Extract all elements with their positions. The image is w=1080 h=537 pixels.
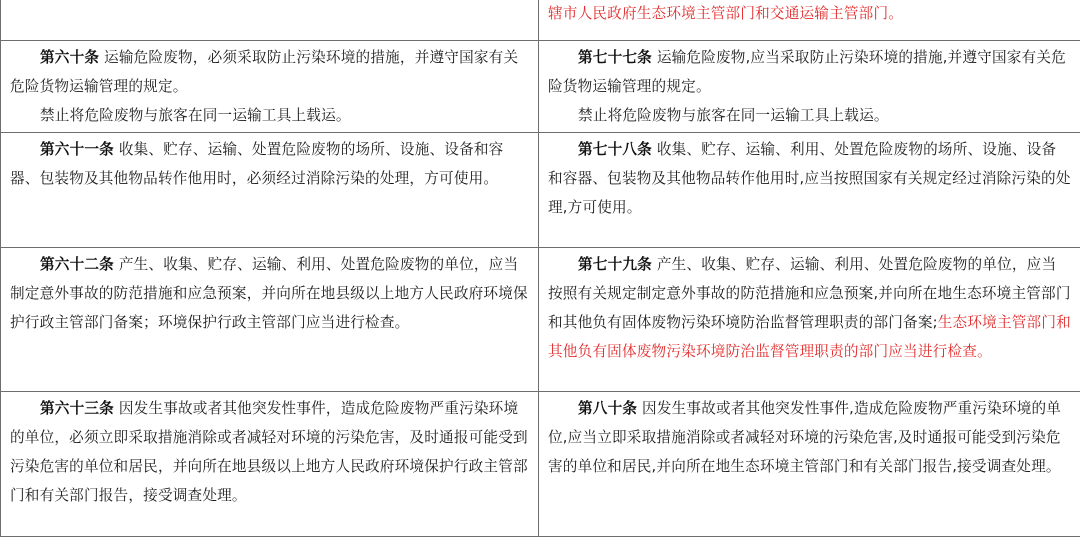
article-number: 第七十七条 — [578, 49, 652, 66]
new-law-cell — [539, 0, 1080, 41]
new-law-cell — [539, 133, 1080, 248]
article-paragraph — [10, 395, 529, 511]
article-text: 产生、收集、贮存、运输、利用、处置危险废物的单位，应当制定意外事故的防范措施和应急预案，并向所在地县级以上地方人民政府环境保护行政主管部门备案；环境保护行政主管部门应当进行检查。 — [10, 256, 528, 331]
article-text: 运输危险废物,应当采取防止污染环境的措施,并遵守国家有关危险货物运输管理的规定。 — [548, 49, 1066, 95]
article-row — [1, 392, 1080, 537]
new-law-cell — [539, 41, 1080, 133]
article-number: 第七十八条 — [578, 141, 652, 158]
article-number: 第六十一条 — [40, 141, 114, 158]
article-text: 运输危险废物，必须采取防止污染环境的措施，并遵守国家有关危险货物运输管理的规定。 — [10, 49, 519, 95]
old-law-cell — [1, 0, 539, 41]
article-row — [1, 0, 1080, 41]
article-paragraph — [10, 251, 529, 338]
article-number: 第八十条 — [578, 400, 638, 417]
old-law-cell — [1, 248, 539, 392]
article-paragraph — [548, 0, 1071, 29]
old-law-cell — [1, 41, 539, 133]
article-row — [1, 133, 1080, 248]
article-paragraph — [548, 251, 1071, 367]
article-text: 因发生事故或者其他突发性事件,造成危险废物严重污染环境的单位,应当立即采取措施消除或者减轻对环境的污染危害,及时通报可能受到污染危害的单位和居民,并向所在地生态环境主管部门和有关部门报告,接受调查处理。 — [548, 400, 1062, 475]
new-law-cell — [539, 248, 1080, 392]
amended-text: 生态环境主管部门和其他负有固体废物污染环境防治监督管理职责的部门应当进行检查。 — [548, 313, 1071, 360]
article-number: 第六十二条 — [40, 256, 114, 273]
article-text: 禁止将危险废物与旅客在同一运输工具上载运。 — [40, 106, 351, 124]
article-row — [1, 41, 1080, 133]
article-paragraph — [10, 44, 529, 102]
article-text: 产生、收集、贮存、运输、利用、处置危险废物的单位，应当按照有关规定制定意外事故的防范措施和应急预案,并向所在地生态环境主管部门和其他负有固体废物污染环境防治监督管理职责的部门备案; — [548, 256, 1071, 331]
old-law-cell — [1, 133, 539, 248]
article-text: 因发生事故或者其他突发性事件，造成危险废物严重污染环境的单位，必须立即采取措施消除或者减轻对环境的污染危害，及时通报可能受到污染危害的单位和居民，并向所在地县级以上地方人民政府环境保护行政主管部门和有关部门报告，接受调查处理。 — [10, 400, 528, 504]
article-paragraph — [10, 136, 529, 194]
article-paragraph — [548, 102, 1071, 131]
article-paragraph — [548, 395, 1071, 482]
article-text: 收集、贮存、运输、处置危险废物的场所、设施、设备和容器、包装物及其他物品转作他用时，必须经过消除污染的处理，方可使用。 — [10, 141, 504, 187]
new-law-cell — [539, 392, 1080, 537]
amended-text: 辖市人民政府生态环境主管部门和交通运输主管部门。 — [548, 5, 904, 22]
article-paragraph — [548, 136, 1071, 223]
article-text: 禁止将危险废物与旅客在同一运输工具上载运。 — [578, 106, 889, 124]
article-paragraph — [10, 102, 529, 131]
article-number: 第七十九条 — [578, 256, 652, 273]
article-row — [1, 248, 1080, 392]
article-number: 第六十条 — [40, 49, 100, 66]
article-text: 收集、贮存、运输、利用、处置危险废物的场所、设施、设备和容器、包装物及其他物品转作他用时,应当按照国家有关规定经过消除污染的处理,方可使用。 — [548, 141, 1071, 216]
article-number: 第六十三条 — [40, 400, 114, 417]
old-law-cell — [1, 392, 539, 537]
article-paragraph — [548, 44, 1071, 102]
